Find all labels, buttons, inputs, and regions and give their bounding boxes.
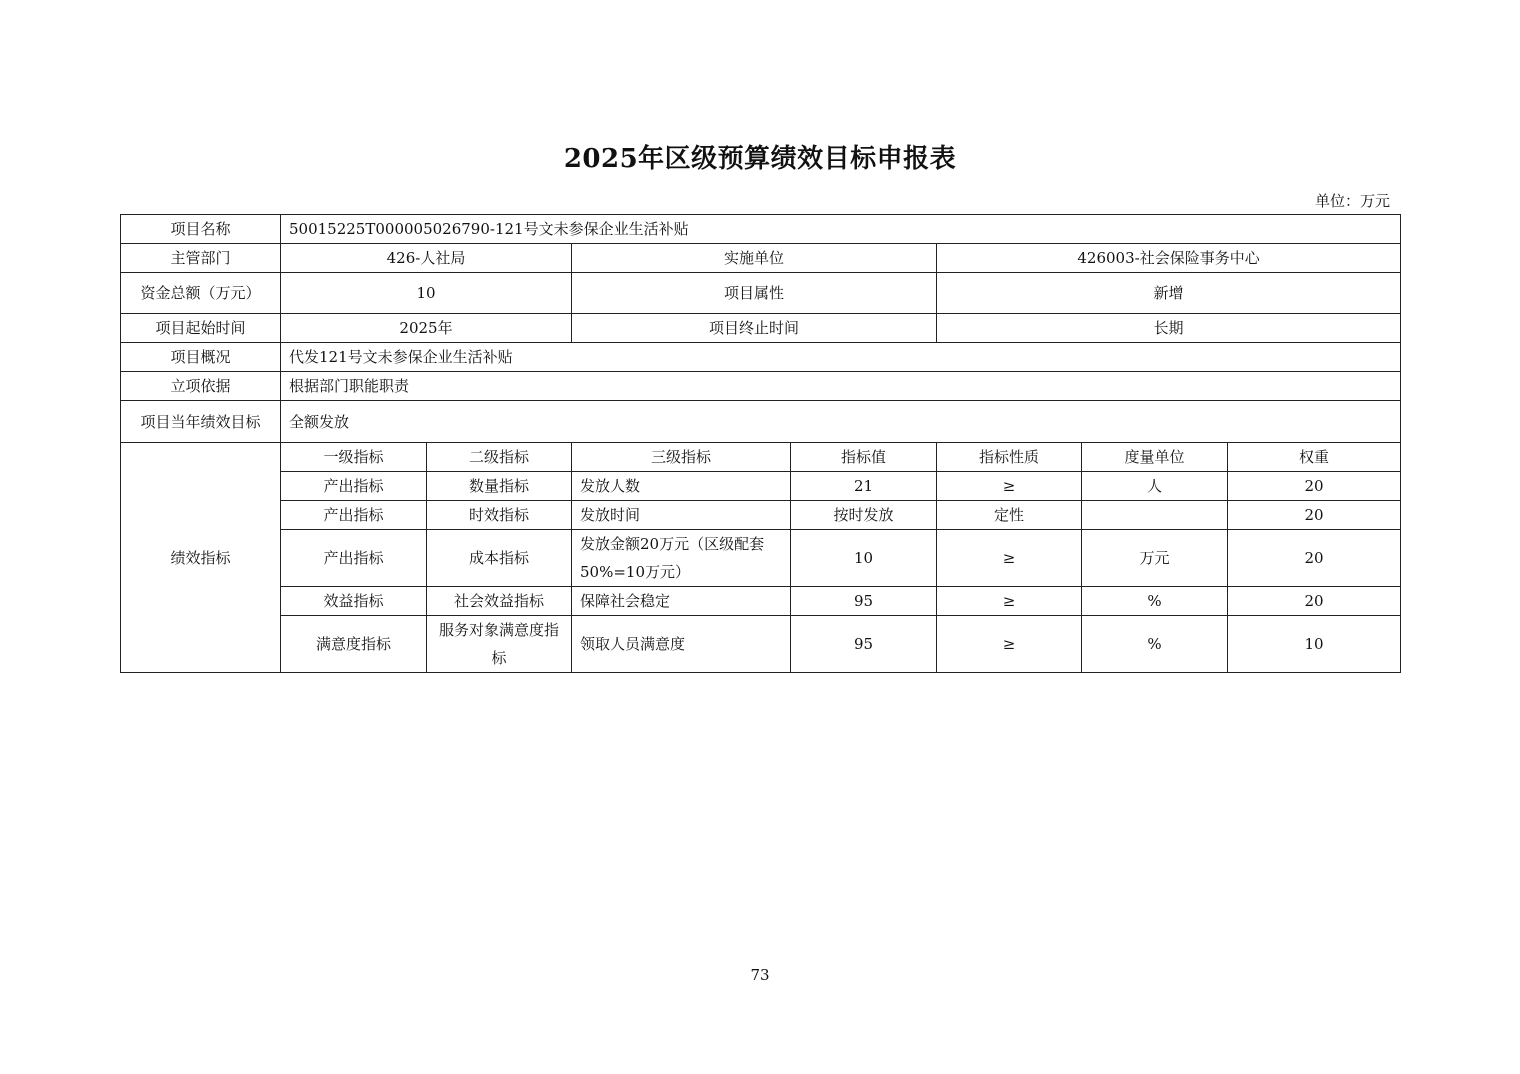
page-number: 73 (750, 966, 770, 984)
cell-level3: 发放时间 (572, 501, 791, 530)
project-name-value: 50015225T000005026790-121号文未参保企业生活补贴 (281, 215, 1401, 244)
budget-performance-table (120, 214, 1401, 673)
cell-level2: 成本指标 (427, 530, 572, 587)
cell-weight: 10 (1228, 616, 1401, 673)
cell-nature: ≥ (937, 472, 1082, 501)
table-row (121, 472, 1401, 501)
cell-nature: ≥ (937, 530, 1082, 587)
cell-level1: 产出指标 (281, 501, 427, 530)
unit-label: 单位：万元 (1314, 192, 1390, 210)
cell-weight: 20 (1228, 587, 1401, 616)
end-time-value: 长期 (937, 314, 1401, 343)
header-level2: 二级指标 (427, 443, 572, 472)
cell-unit: % (1082, 616, 1228, 673)
row-goal (121, 401, 1401, 443)
cell-value: 95 (791, 587, 937, 616)
impl-unit-value: 426003-社会保险事务中心 (937, 244, 1401, 273)
project-name-label: 项目名称 (121, 215, 281, 244)
header-unit: 度量单位 (1082, 443, 1228, 472)
row-basis (121, 372, 1401, 401)
goal-label: 项目当年绩效目标 (121, 401, 281, 443)
cell-value: 10 (791, 530, 937, 587)
cell-weight: 20 (1228, 472, 1401, 501)
cell-nature: 定性 (937, 501, 1082, 530)
cell-value: 95 (791, 616, 937, 673)
impl-unit-label: 实施单位 (572, 244, 937, 273)
header-nature: 指标性质 (937, 443, 1082, 472)
row-time (121, 314, 1401, 343)
cell-nature: ≥ (937, 616, 1082, 673)
cell-level2: 数量指标 (427, 472, 572, 501)
overview-label: 项目概况 (121, 343, 281, 372)
goal-value: 全额发放 (281, 401, 1401, 443)
fund-label: 资金总额（万元） (121, 273, 281, 314)
cell-unit (1082, 501, 1228, 530)
row-overview (121, 343, 1401, 372)
cell-level2: 时效指标 (427, 501, 572, 530)
perf-header-row (121, 443, 1401, 472)
cell-level1: 效益指标 (281, 587, 427, 616)
fund-value: 10 (281, 273, 572, 314)
overview-value: 代发121号文未参保企业生活补贴 (281, 343, 1401, 372)
cell-nature: ≥ (937, 587, 1082, 616)
cell-weight: 20 (1228, 501, 1401, 530)
cell-level2: 服务对象满意度指标 (427, 616, 572, 673)
table-row (121, 530, 1401, 587)
cell-weight: 20 (1228, 530, 1401, 587)
row-department (121, 244, 1401, 273)
cell-level1: 产出指标 (281, 472, 427, 501)
header-weight: 权重 (1228, 443, 1401, 472)
attr-label: 项目属性 (572, 273, 937, 314)
cell-value: 按时发放 (791, 501, 937, 530)
basis-label: 立项依据 (121, 372, 281, 401)
start-time-label: 项目起始时间 (121, 314, 281, 343)
header-level1: 一级指标 (281, 443, 427, 472)
cell-level3: 领取人员满意度 (572, 616, 791, 673)
basis-value: 根据部门职能职责 (281, 372, 1401, 401)
header-level3: 三级指标 (572, 443, 791, 472)
dept-label: 主管部门 (121, 244, 281, 273)
dept-value: 426-人社局 (281, 244, 572, 273)
cell-unit: 人 (1082, 472, 1228, 501)
cell-unit: % (1082, 587, 1228, 616)
cell-unit: 万元 (1082, 530, 1228, 587)
cell-level1: 产出指标 (281, 530, 427, 587)
performance-label: 绩效指标 (121, 443, 281, 673)
row-fund (121, 273, 1401, 314)
cell-level1: 满意度指标 (281, 616, 427, 673)
end-time-label: 项目终止时间 (572, 314, 937, 343)
cell-level3: 发放金额20万元（区级配套50%=10万元） (572, 530, 791, 587)
table-row (121, 587, 1401, 616)
table-row (121, 616, 1401, 673)
cell-level2: 社会效益指标 (427, 587, 572, 616)
row-project-name (121, 215, 1401, 244)
page-title: 2025年区级预算绩效目标申报表 (563, 144, 957, 174)
attr-value: 新增 (937, 273, 1401, 314)
start-time-value: 2025年 (281, 314, 572, 343)
cell-level3: 保障社会稳定 (572, 587, 791, 616)
header-value: 指标值 (791, 443, 937, 472)
cell-value: 21 (791, 472, 937, 501)
table-row (121, 501, 1401, 530)
cell-level3: 发放人数 (572, 472, 791, 501)
